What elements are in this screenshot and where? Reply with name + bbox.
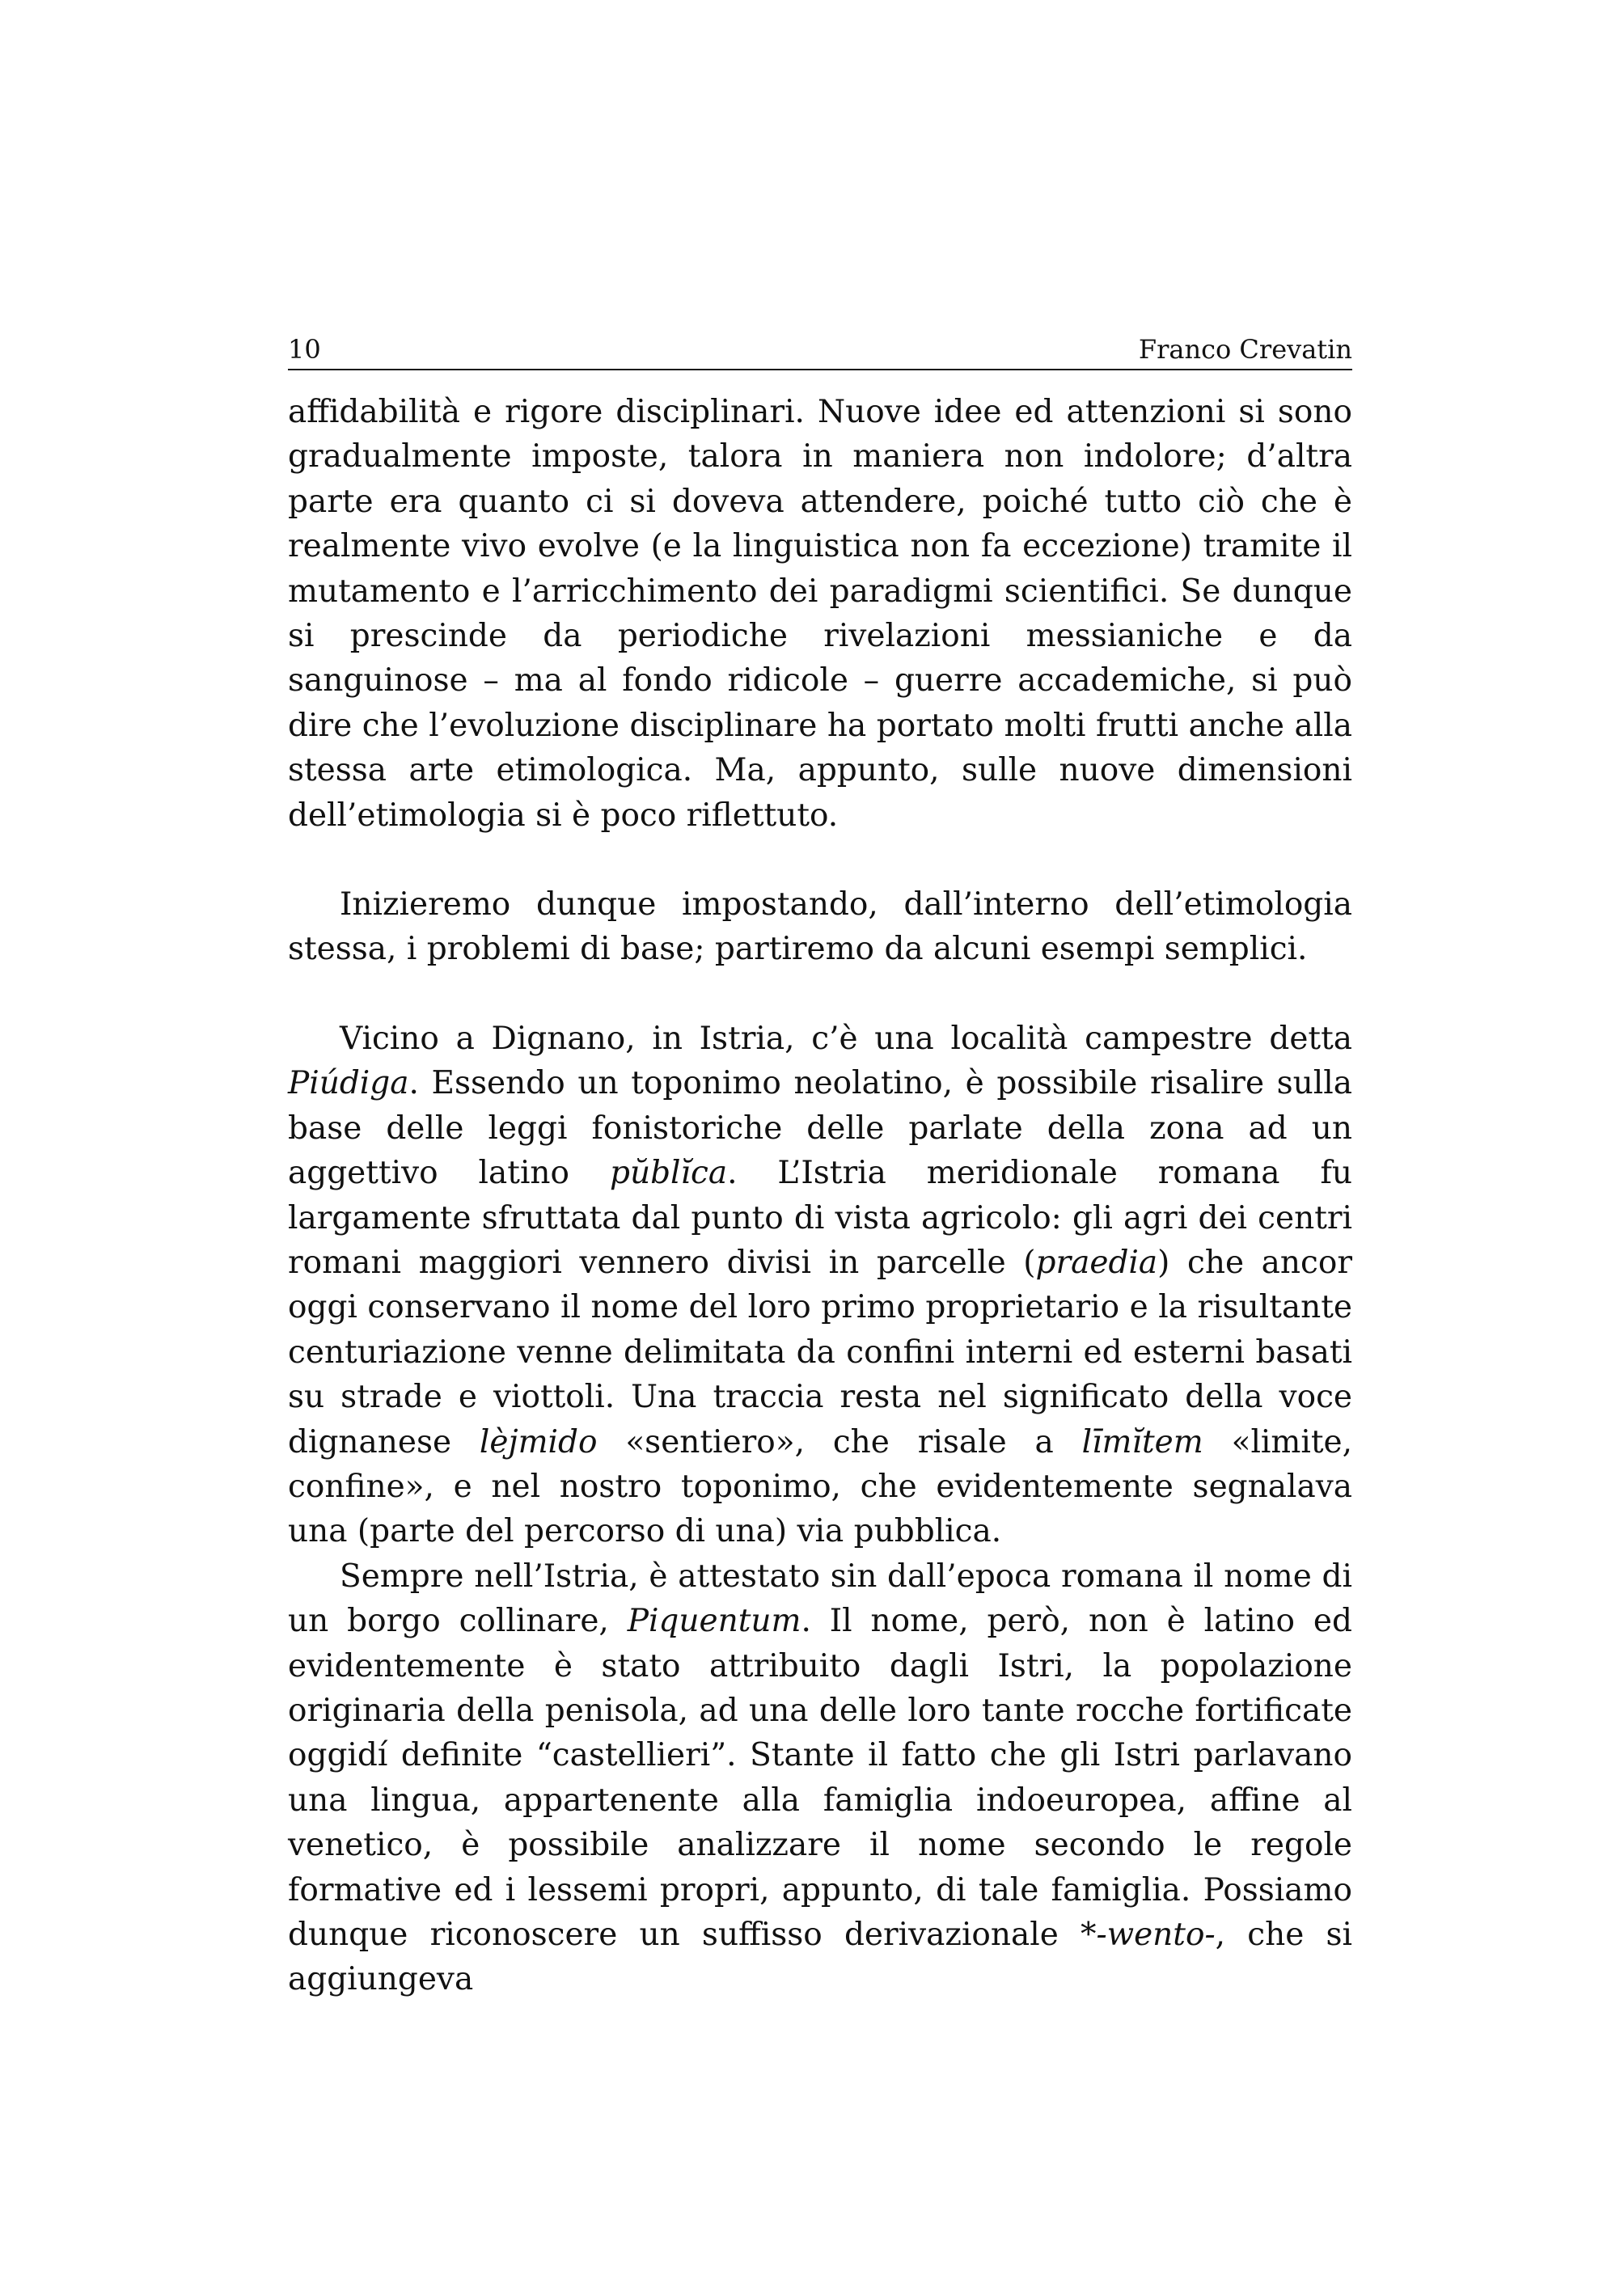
paragraph-1: affidabilità e rigore disciplinari. Nuove idee ed attenzioni si sono gradualmente imposte, talora in maniera non indolore; d’altra parte era quanto ci si doveva attendere, poiché tutto ciò che è realmente vivo evolve (e la linguistica non fa eccezione) tramite il mutamento e l’arricchimento dei paradigmi scientifici. Se dunque si prescinde da periodiche rivelazioni messianiche e da sanguinose – ma al fondo ridicole – guerre accademiche, si può dire che l’evoluzione disciplinare ha portato molti frutti anche alla stessa arte etimologica. Ma, appunto, sulle nuove dimensioni dell’etimologia si è poco riflettuto. xyxy=(288,394,1352,834)
book-page xyxy=(288,330,1352,2002)
text-run: , che si aggiungeva xyxy=(288,1917,1352,1998)
paragraph-spacer xyxy=(288,838,1352,882)
italic-term-lejmido: lèjmido xyxy=(479,1423,598,1460)
body-text xyxy=(288,390,1352,2002)
italic-term-limitem: līmĭtem xyxy=(1081,1423,1203,1460)
text-run: «sentiero», che risale a xyxy=(597,1423,1082,1460)
text-run: . Essendo un toponimo neolatino, è possibile risalire sulla base delle leggi fonistoriche delle parlate della zona ad un aggettivo latino xyxy=(288,1065,1352,1192)
page-number: 10 xyxy=(288,334,321,365)
italic-term-piquentum: Piquentum xyxy=(627,1603,801,1640)
paragraph-4 xyxy=(288,1554,1352,2002)
italic-term-publica: pŭblĭca xyxy=(609,1155,728,1192)
text-run: . L’Istria meridionale romana fu largamente sfruttata dal punto di vista agricolo: gli agri dei centri romani maggiori vennero divisi in parcelle ( xyxy=(288,1155,1353,1281)
italic-term-piudiga: Piúdiga xyxy=(288,1065,409,1102)
paragraph-3 xyxy=(288,1017,1352,1554)
paragraph-2: Inizieremo dunque impostando, dall’interno dell’etimologia stessa, i problemi di base; partiremo da alcuni esempi semplici. xyxy=(288,886,1352,968)
text-run: ) che ancor oggi conservano il nome del loro primo proprietario e la risultante centuriazione venne delimitata da confini interni ed esterni basati su strade e viottoli. Una traccia resta nel significato della voce dignanese xyxy=(288,1244,1352,1460)
running-head-author: Franco Crevatin xyxy=(1138,334,1352,365)
text-run: . Il nome, però, non è latino ed evidentemente è stato attribuito dagli Istri, la popolazione originaria della penisola, ad una delle loro tante rocche fortificate oggidí definite “castellieri”. Stante il fatto che gli Istri parlavano una lingua, appartenente alla famiglia indoeuropea, affine al venetico, è possibile analizzare il nome secondo le regole formative ed i lessemi propri, appunto, di tale famiglia. Possiamo dunque riconoscere un suffisso derivazionale xyxy=(288,1603,1352,1953)
paragraph-spacer xyxy=(288,972,1352,1017)
italic-term-praedia: praedia xyxy=(1035,1244,1158,1281)
text-run: Sempre nell’Istria, è attestato sin dall’epoca romana il nome di un borgo collinare, xyxy=(288,1558,1352,1640)
text-run: «limite, confine», e nel nostro toponimo, che evidentemente segnalava una (parte del percorso di una) via pubblica. xyxy=(288,1423,1353,1550)
italic-term-wento-suffix: *-wento- xyxy=(1081,1917,1216,1953)
text-run: Vicino a Dignano, in Istria, c’è una località campestre detta xyxy=(340,1020,1352,1057)
running-head xyxy=(288,330,1352,370)
